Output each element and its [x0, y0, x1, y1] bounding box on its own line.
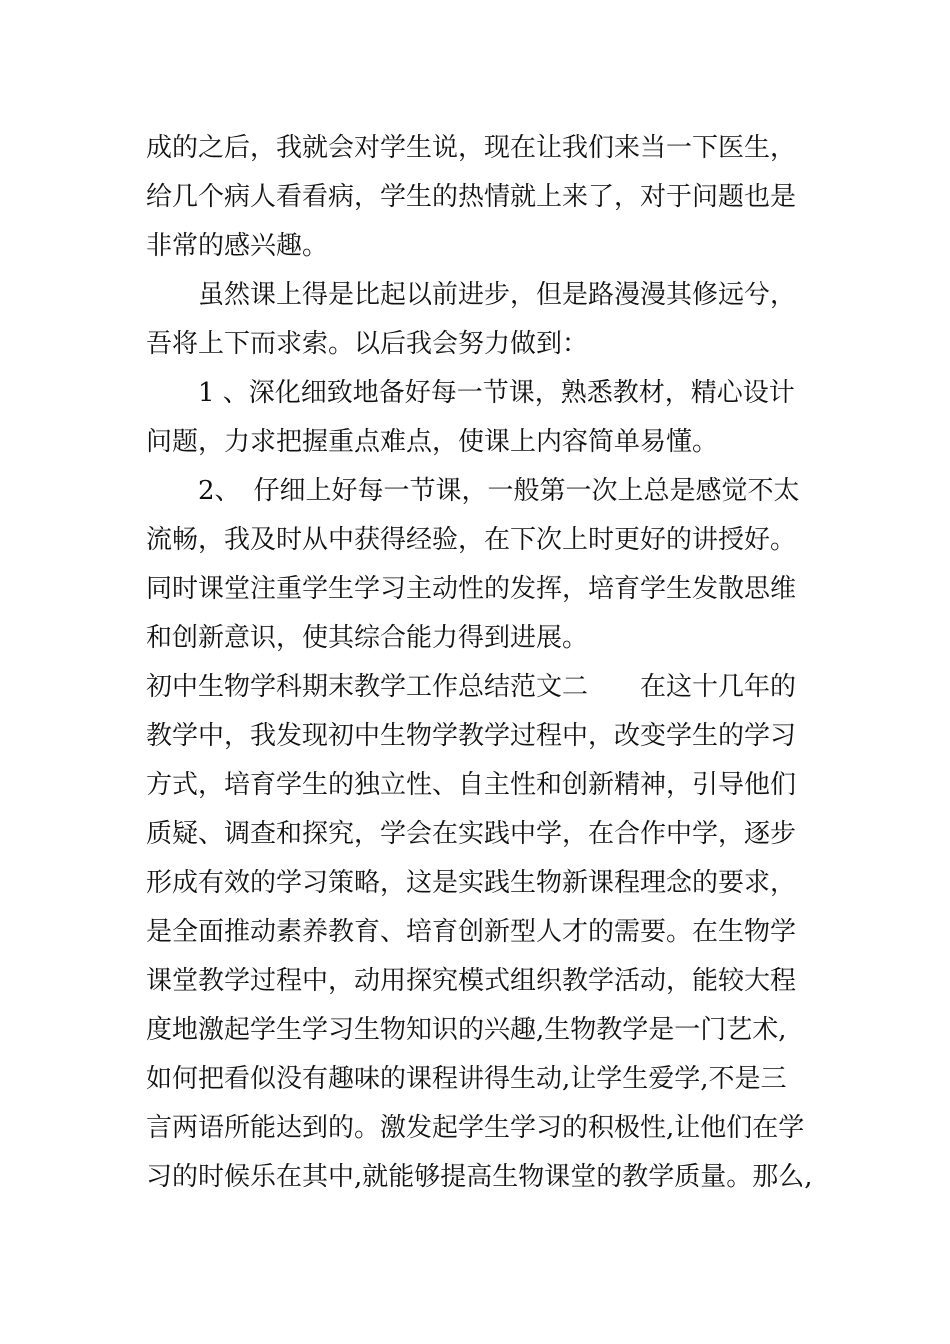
- text-line-7: 问题，力求把握重点难点，使课上内容简单易懂。: [146, 427, 719, 457]
- text-line-1: 成的之后，我就会对学生说，现在让我们来当一下医生，: [146, 133, 797, 163]
- text-line-19: 度地激起学生学习生物知识的兴趣,生物教学是一门艺术,: [146, 1015, 787, 1045]
- text-line-10: 同时课堂注重学生学习主动性的发挥，培育学生发散思维: [146, 574, 797, 604]
- text-line-15: 质疑、调查和探究，学会在实践中学，在合作中学，逐步: [146, 819, 797, 849]
- text-line-3: 非常的感兴趣。: [146, 231, 329, 261]
- text-line-21: 言两语所能达到的。激发起学生学习的积极性,让他们在学: [146, 1113, 805, 1143]
- text-line-14: 方式，培育学生的独立性、自主性和创新精神，引导他们: [146, 770, 797, 800]
- section-heading-line: 初中生物学科期末教学工作总结范文二 在这十几年的: [146, 672, 797, 702]
- text-line-2: 给几个病人看看病，学生的热情就上来了，对于问题也是: [146, 182, 797, 212]
- text-line-22: 习的时候乐在其中,就能够提高生物课堂的教学质量。那么,: [146, 1162, 813, 1192]
- text-line-11: 和创新意识，使其综合能力得到进展。: [146, 623, 589, 653]
- text-line-9: 流畅，我及时从中获得经验，在下次上时更好的讲授好。: [146, 525, 797, 555]
- text-line-17: 是全面推动素养教育、培育创新型人才的需要。在生物学: [146, 917, 797, 947]
- text-line-6: 1 、深化细致地备好每一节课，熟悉教材，精心设计: [198, 378, 795, 408]
- text-line-4: 虽然课上得是比起以前进步，但是路漫漫其修远兮，: [198, 280, 797, 310]
- text-line-18: 课堂教学过程中，动用探究模式组织教学活动，能较大程: [146, 966, 797, 996]
- text-line-16: 形成有效的学习策略，这是实践生物新课程理念的要求，: [146, 868, 797, 898]
- text-line-8: 2、 仔细上好每一节课，一般第一次上总是感觉不太: [198, 476, 800, 506]
- text-line-13: 教学中，我发现初中生物学教学过程中，改变学生的学习: [146, 721, 797, 751]
- text-line-5: 吾将上下而求索。以后我会努力做到：: [146, 329, 589, 359]
- text-line-20: 如何把看似没有趣味的课程讲得生动,让学生爱学,不是三: [146, 1064, 787, 1094]
